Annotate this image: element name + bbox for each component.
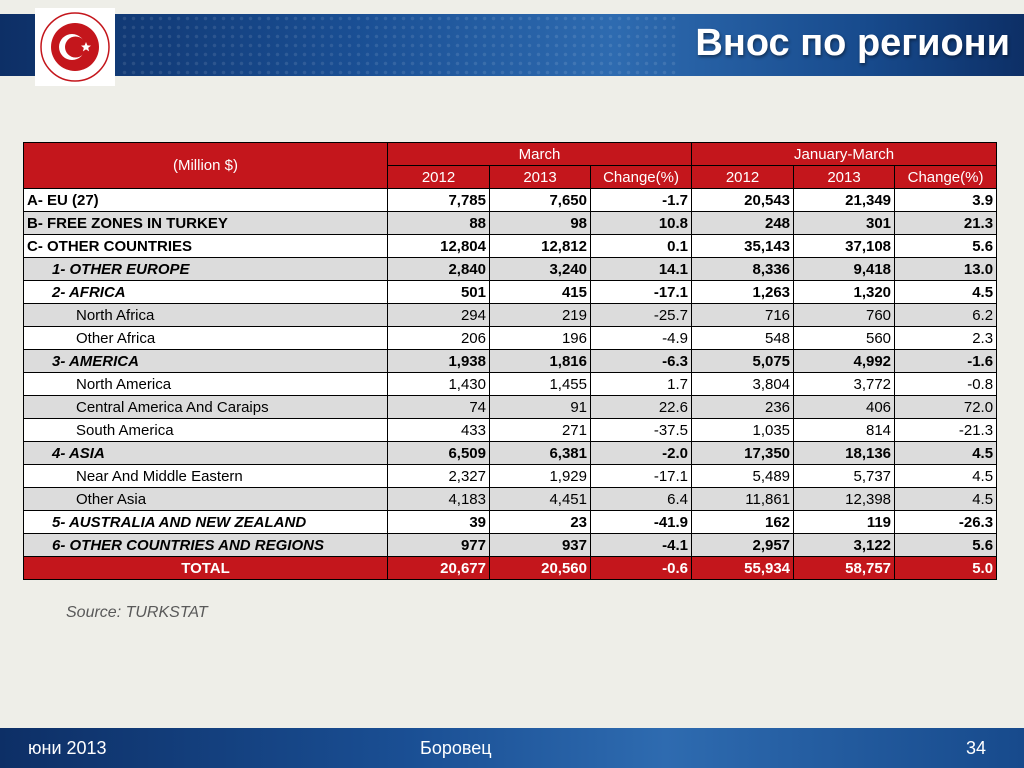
header-row-groups	[24, 143, 997, 166]
row-value: 219	[490, 304, 591, 327]
row-value: -0.8	[895, 373, 997, 396]
row-value: 20,543	[692, 189, 794, 212]
row-value: -1.6	[895, 350, 997, 373]
row-value: 196	[490, 327, 591, 350]
row-value: 8,336	[692, 258, 794, 281]
row-value: -37.5	[591, 419, 692, 442]
row-value: -4.9	[591, 327, 692, 350]
row-value: 72.0	[895, 396, 997, 419]
row-value: 4,992	[794, 350, 895, 373]
row-value: -21.3	[895, 419, 997, 442]
row-value: -2.0	[591, 442, 692, 465]
row-label: Other Asia	[24, 488, 388, 511]
row-value: 406	[794, 396, 895, 419]
column-header: 2012	[692, 166, 794, 189]
row-value: 1,816	[490, 350, 591, 373]
row-value: 4,451	[490, 488, 591, 511]
column-header: 2012	[388, 166, 490, 189]
table-row	[24, 465, 997, 488]
row-value: 1,263	[692, 281, 794, 304]
row-value: 5,489	[692, 465, 794, 488]
row-value: 294	[388, 304, 490, 327]
footer-bar	[0, 728, 1024, 768]
row-value: 88	[388, 212, 490, 235]
row-value: 716	[692, 304, 794, 327]
row-value: 35,143	[692, 235, 794, 258]
row-value: 10.8	[591, 212, 692, 235]
total-row	[24, 557, 997, 580]
page-number: 34	[965, 738, 986, 758]
row-value: 1,320	[794, 281, 895, 304]
row-value: 5,737	[794, 465, 895, 488]
row-value: 2,327	[388, 465, 490, 488]
row-value: 3,240	[490, 258, 591, 281]
row-value: 12,398	[794, 488, 895, 511]
row-label: B- FREE ZONES IN TURKEY	[24, 212, 388, 235]
row-value: 22.6	[591, 396, 692, 419]
row-value: 74	[388, 396, 490, 419]
total-value: 5.0	[895, 557, 997, 580]
row-value: 91	[490, 396, 591, 419]
row-value: 6.4	[591, 488, 692, 511]
row-value: 5.6	[895, 534, 997, 557]
row-value: 760	[794, 304, 895, 327]
row-value: 18,136	[794, 442, 895, 465]
row-value: 17,350	[692, 442, 794, 465]
ministry-logo	[35, 8, 115, 86]
row-value: 12,804	[388, 235, 490, 258]
row-label: Other Africa	[24, 327, 388, 350]
table-row	[24, 396, 997, 419]
row-label: 2- AFRICA	[24, 281, 388, 304]
row-value: -26.3	[895, 511, 997, 534]
row-value: 11,861	[692, 488, 794, 511]
row-value: 12,812	[490, 235, 591, 258]
column-header: Change(%)	[895, 166, 997, 189]
row-label: 3- AMERICA	[24, 350, 388, 373]
row-value: -41.9	[591, 511, 692, 534]
row-value: 9,418	[794, 258, 895, 281]
row-value: 23	[490, 511, 591, 534]
row-value: 4.5	[895, 281, 997, 304]
row-value: 5,075	[692, 350, 794, 373]
row-value: -17.1	[591, 281, 692, 304]
row-value: -1.7	[591, 189, 692, 212]
row-value: 4.5	[895, 488, 997, 511]
row-value: 248	[692, 212, 794, 235]
unit-header: (Million $)	[24, 143, 388, 189]
row-value: 6.2	[895, 304, 997, 327]
row-value: 1,938	[388, 350, 490, 373]
table-row	[24, 235, 997, 258]
row-label: North Africa	[24, 304, 388, 327]
total-value: 20,560	[490, 557, 591, 580]
row-value: 7,785	[388, 189, 490, 212]
row-value: 6,381	[490, 442, 591, 465]
row-value: 206	[388, 327, 490, 350]
row-value: 21,349	[794, 189, 895, 212]
table-row	[24, 534, 997, 557]
row-label: A- EU (27)	[24, 189, 388, 212]
row-value: 5.6	[895, 235, 997, 258]
slide-title: Внос по региони	[695, 22, 1010, 64]
row-value: 4,183	[388, 488, 490, 511]
row-label: 4- ASIA	[24, 442, 388, 465]
row-value: -17.1	[591, 465, 692, 488]
row-label: 6- OTHER COUNTRIES AND REGIONS	[24, 534, 388, 557]
row-value: 4.5	[895, 465, 997, 488]
row-value: 162	[692, 511, 794, 534]
row-value: 6,509	[388, 442, 490, 465]
column-header: Change(%)	[591, 166, 692, 189]
row-value: 13.0	[895, 258, 997, 281]
row-label: Near And Middle Eastern	[24, 465, 388, 488]
row-value: 1.7	[591, 373, 692, 396]
row-label: 5- AUSTRALIA AND NEW ZEALAND	[24, 511, 388, 534]
table-row	[24, 258, 997, 281]
row-label: Central America And Caraips	[24, 396, 388, 419]
table-body	[24, 143, 997, 580]
table-row	[24, 212, 997, 235]
row-value: 271	[490, 419, 591, 442]
row-value: 37,108	[794, 235, 895, 258]
row-value: 4.5	[895, 442, 997, 465]
footer-place: Боровец	[420, 738, 492, 758]
row-value: 3,122	[794, 534, 895, 557]
table-row	[24, 488, 997, 511]
total-value: 55,934	[692, 557, 794, 580]
row-label: C- OTHER COUNTRIES	[24, 235, 388, 258]
imports-by-region-table	[23, 142, 997, 580]
table-row	[24, 511, 997, 534]
row-value: 0.1	[591, 235, 692, 258]
table-row	[24, 304, 997, 327]
table-row	[24, 281, 997, 304]
row-value: 2,957	[692, 534, 794, 557]
total-label: TOTAL	[24, 557, 388, 580]
row-value: 1,430	[388, 373, 490, 396]
ministry-seal-icon	[39, 11, 111, 83]
column-header: 2013	[794, 166, 895, 189]
table-row	[24, 350, 997, 373]
row-value: 7,650	[490, 189, 591, 212]
row-value: 548	[692, 327, 794, 350]
row-value: 560	[794, 327, 895, 350]
row-value: 236	[692, 396, 794, 419]
table-row	[24, 327, 997, 350]
row-value: 21.3	[895, 212, 997, 235]
row-value: 3,804	[692, 373, 794, 396]
table-row	[24, 419, 997, 442]
row-value: 39	[388, 511, 490, 534]
row-label: 1- OTHER EUROPE	[24, 258, 388, 281]
row-value: 2,840	[388, 258, 490, 281]
row-value: 3,772	[794, 373, 895, 396]
total-value: -0.6	[591, 557, 692, 580]
footer-date: юни 2013	[28, 738, 107, 758]
total-value: 20,677	[388, 557, 490, 580]
column-header: 2013	[490, 166, 591, 189]
group-header-jan-march: January-March	[692, 143, 997, 166]
row-value: 433	[388, 419, 490, 442]
row-label: South America	[24, 419, 388, 442]
table-row	[24, 442, 997, 465]
group-header-march: March	[388, 143, 692, 166]
row-value: -6.3	[591, 350, 692, 373]
row-value: 98	[490, 212, 591, 235]
row-value: 977	[388, 534, 490, 557]
total-value: 58,757	[794, 557, 895, 580]
row-value: 814	[794, 419, 895, 442]
row-value: 2.3	[895, 327, 997, 350]
table-row	[24, 189, 997, 212]
row-value: 119	[794, 511, 895, 534]
banner-pattern	[120, 14, 680, 76]
row-value: 1,455	[490, 373, 591, 396]
row-value: -25.7	[591, 304, 692, 327]
row-value: 937	[490, 534, 591, 557]
row-value: 14.1	[591, 258, 692, 281]
source-note: Source: TURKSTAT	[66, 604, 208, 621]
row-value: 415	[490, 281, 591, 304]
row-value: 501	[388, 281, 490, 304]
row-label: North America	[24, 373, 388, 396]
row-value: 301	[794, 212, 895, 235]
row-value: 1,929	[490, 465, 591, 488]
row-value: 3.9	[895, 189, 997, 212]
row-value: 1,035	[692, 419, 794, 442]
table-row	[24, 373, 997, 396]
row-value: -4.1	[591, 534, 692, 557]
